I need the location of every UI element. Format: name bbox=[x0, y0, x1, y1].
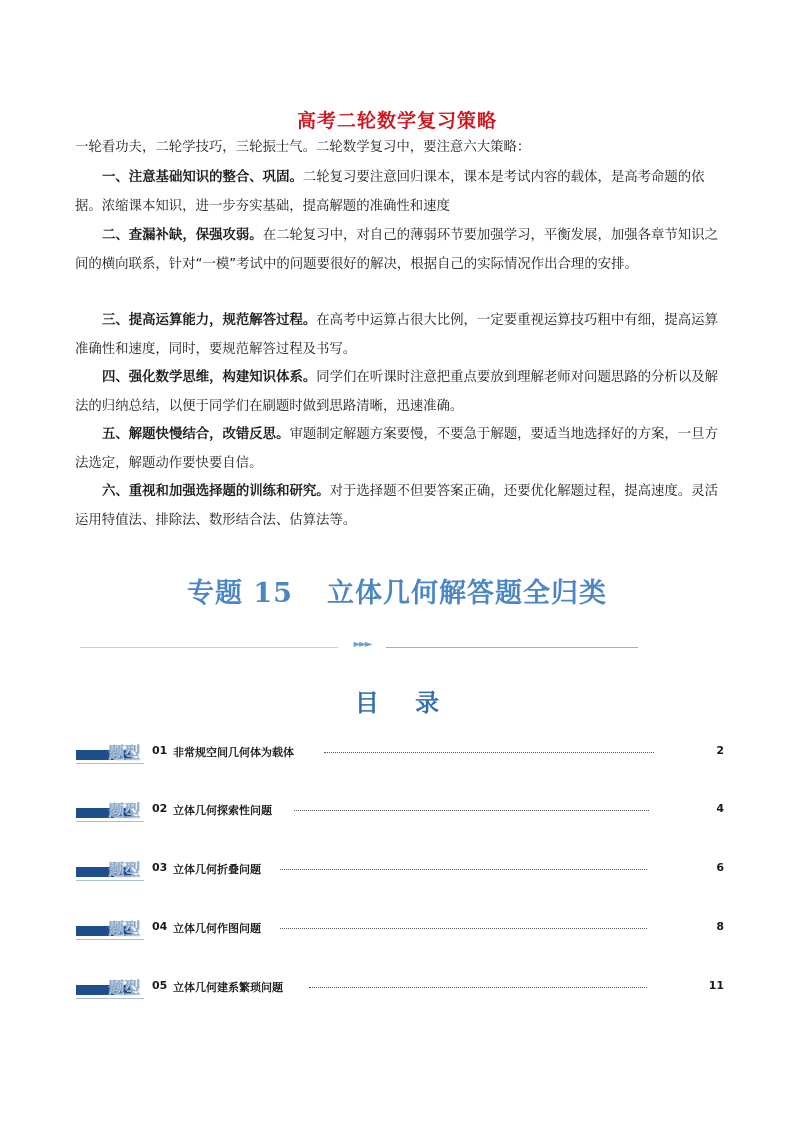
toc-entry-title: 立体几何探索性问题 bbox=[173, 804, 272, 817]
badge-label: 题型 bbox=[108, 919, 141, 938]
badge-underline bbox=[76, 880, 144, 881]
badge-underline bbox=[76, 821, 144, 822]
toc-entry-title: 非常规空间几何体为载体 bbox=[173, 746, 294, 759]
question-type-badge bbox=[76, 920, 146, 942]
strategy-item-bold: 五、解题快慢结合，改错反思。 bbox=[102, 427, 290, 442]
strategy-intro: 一轮看功夫，二轮学技巧，三轮振士气。二轮数学复习中，要注意六大策略： bbox=[75, 140, 531, 155]
strategy-item-5 bbox=[75, 420, 725, 478]
toc-entry[interactable] bbox=[76, 744, 724, 772]
strategy-item-text: 在二轮复习中，对自己的薄弱环节要加强学习，平衡发展，加强各章节知识之间的横向联系，针对“一模”考试中的问题要很好的解决，根据自己的实际情况作出合理的安排。 bbox=[75, 228, 718, 272]
question-type-badge bbox=[76, 744, 146, 766]
badge-label: 题型 bbox=[108, 978, 141, 997]
badge-underline bbox=[76, 763, 144, 764]
toc-heading: 目 录 bbox=[354, 689, 454, 717]
strategy-item-bold: 四、强化数学思维，构建知识体系。 bbox=[102, 370, 317, 385]
toc-entry-title: 立体几何建系繁琐问题 bbox=[173, 981, 283, 994]
question-type-badge bbox=[76, 979, 146, 1001]
badge-underline bbox=[76, 998, 144, 999]
divider-left bbox=[80, 647, 338, 648]
toc-entry-number: 01 bbox=[152, 744, 168, 757]
badge-underline bbox=[76, 939, 144, 940]
toc-entry-page: 8 bbox=[716, 920, 724, 933]
toc-entry[interactable] bbox=[76, 802, 724, 830]
strategy-item-bold: 二、查漏补缺，保强攻弱。 bbox=[102, 228, 263, 243]
toc-entry-number: 05 bbox=[152, 979, 168, 992]
strategy-item-bold: 一、注意基础知识的整合、巩固。 bbox=[102, 170, 303, 185]
toc-leader bbox=[280, 928, 647, 929]
badge-label: 题型 bbox=[108, 860, 141, 879]
strategy-item-6 bbox=[75, 477, 725, 535]
toc-entry-page: 2 bbox=[716, 744, 724, 757]
strategy-item-bold: 三、提高运算能力，规范解答过程。 bbox=[102, 313, 317, 328]
strategy-item-4 bbox=[75, 363, 725, 421]
toc-entry-title: 立体几何作图问题 bbox=[173, 922, 261, 935]
strategy-item-1 bbox=[75, 163, 725, 221]
strategy-item-2 bbox=[75, 221, 725, 279]
toc-entry-page: 6 bbox=[716, 861, 724, 874]
arrow-icon: ►►► bbox=[353, 639, 371, 650]
strategy-item-text: 同学们在听课时注意把重点要放到理解老师对问题思路的分析以及解法的归纳总结，以便于同学们在刷题时做到思路清晰，迅速准确。 bbox=[75, 370, 718, 414]
toc-entry[interactable] bbox=[76, 920, 724, 948]
toc-entry-number: 03 bbox=[152, 861, 168, 874]
badge-label: 题型 bbox=[108, 743, 141, 762]
toc-leader bbox=[309, 987, 647, 988]
toc-leader bbox=[280, 869, 647, 870]
toc-leader bbox=[294, 810, 649, 811]
topic-prefix: 专题 15 bbox=[187, 578, 293, 609]
strategy-item-text: 在高考中运算占很大比例，一定要重视运算技巧粗中有细，提高运算准确性和速度，同时，要规范解答过程及书写。 bbox=[75, 313, 718, 357]
strategy-item-text: 对于选择题不但要答案正确，还要优化解题过程，提高速度。灵活运用特值法、排除法、数形结合法、估算法等。 bbox=[75, 484, 718, 528]
strategy-item-3 bbox=[75, 306, 725, 364]
question-type-badge bbox=[76, 802, 146, 824]
toc-entry-number: 02 bbox=[152, 802, 168, 815]
strategy-item-bold: 六、重视和加强选择题的训练和研究。 bbox=[102, 484, 330, 499]
badge-label: 题型 bbox=[108, 801, 141, 820]
strategy-title: 高考二轮数学复习策略 bbox=[296, 110, 497, 132]
question-type-badge bbox=[76, 861, 146, 883]
divider-right bbox=[386, 647, 638, 648]
toc-entry-page: 11 bbox=[708, 979, 724, 992]
toc-entry-title: 立体几何折叠问题 bbox=[173, 863, 261, 876]
toc-entry-page: 4 bbox=[716, 802, 724, 815]
toc-entry[interactable] bbox=[76, 979, 724, 1007]
strategy-item-text: 审题制定解题方案要慢，不要急于解题，要适当地选择好的方案，一旦方法选定，解题动作要快要自信。 bbox=[75, 427, 718, 471]
toc-entry[interactable] bbox=[76, 861, 724, 889]
toc-leader bbox=[324, 752, 654, 753]
strategy-item-text: 二轮复习要注意回归课本，课本是考试内容的载体，是高考命题的依据。浓缩课本知识，进一步夯实基础，提高解题的准确性和速度 bbox=[75, 170, 705, 214]
toc-entry-number: 04 bbox=[152, 920, 168, 933]
topic-name: 立体几何解答题全归类 bbox=[326, 578, 607, 609]
topic-title bbox=[0, 571, 794, 610]
